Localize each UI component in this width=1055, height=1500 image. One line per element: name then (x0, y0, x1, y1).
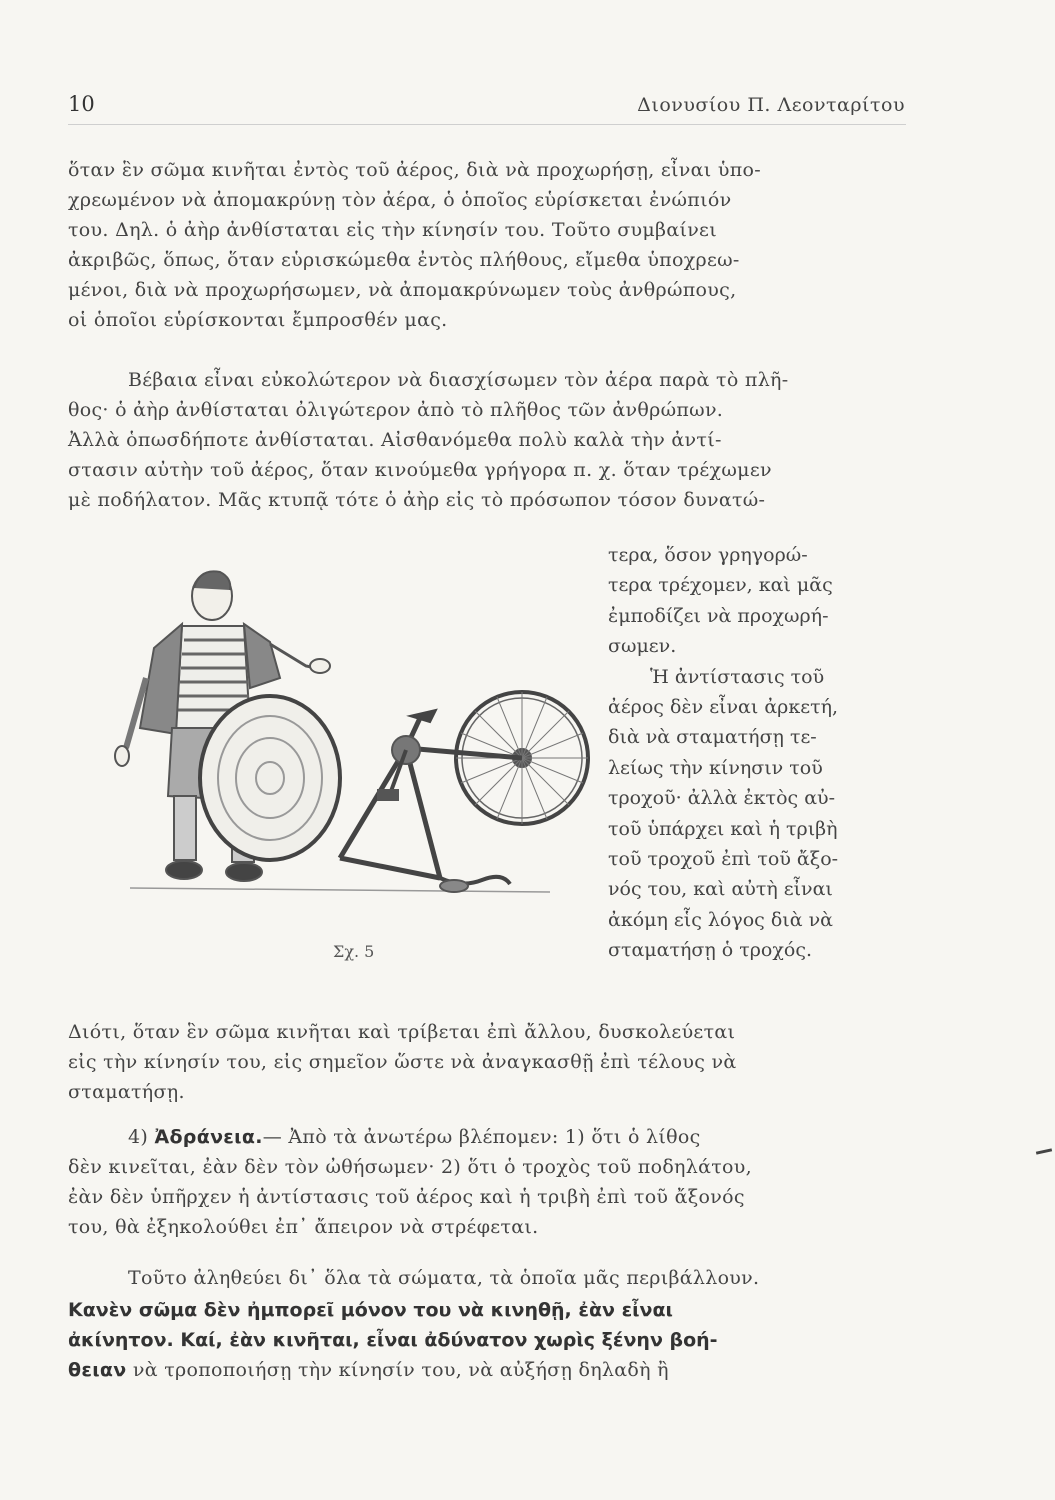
text-line: ἀκίνητον. Καί, ἐὰν κινῆται, εἶναι ἀδύνατον χωρὶς ξένην βοή- (68, 1329, 718, 1351)
text-line: στασιν αὐτὴν τοῦ ἀέρος, ὅταν κινούμεθα γρήγορα π. χ. ὅταν τρέχωμεν (68, 459, 772, 481)
text-line: ἀκόμη εἷς λόγος διὰ νὰ (608, 908, 833, 931)
text-line: Διότι, ὅταν ἓν σῶμα κινῆται καὶ τρίβεται ἐπὶ ἄλλου, δυσκολεύεται (68, 1021, 736, 1043)
text-line: του. Δηλ. ὁ ἀὴρ ἀνθίσταται εἰς τὴν κίνησίν του. Τοῦτο συμβαίνει (68, 219, 717, 241)
text-line: Κανὲν σῶμα δὲν ἠμπορεῖ μόνον του νὰ κινηθῇ, ἐὰν εἶναι (68, 1299, 673, 1321)
text-line: ἐὰν δὲν ὑπῆρχεν ἡ ἀντίστασις τοῦ ἀέρος καὶ ἡ τριβὴ ἐπὶ τοῦ ἄξονός (68, 1186, 745, 1208)
text-line: τερα, ὅσον γρηγορώ- (608, 544, 808, 566)
text-line: τοῦ ὑπάρχει καὶ ἡ τριβὴ (608, 817, 838, 840)
text-line: ἐμποδίζει νὰ προχωρή- (608, 604, 829, 627)
bold-word: θειαν (68, 1359, 127, 1381)
paragraph-3 (68, 1017, 906, 1107)
bicycle-illustration (110, 558, 590, 918)
text-span: νὰ τροποποιήσῃ τὴν κίνησίν του, νὰ αὐξήσῃ δηλαδὴ ἢ (126, 1359, 669, 1381)
text-line: μένοι, διὰ νὰ προχωρήσωμεν, νὰ ἀπομακρύνωμεν τοὺς ἀνθρώπους, (68, 279, 737, 301)
text-line: ὅταν ἓν σῶμα κινῆται ἐντὸς τοῦ ἀέρος, διὰ νὰ προχωρήσῃ, εἶναι ὑπο- (68, 159, 761, 181)
section-heading-line (68, 1122, 906, 1152)
text-line: οἱ ὁποῖοι εὑρίσκονται ἔμπροσθέν μας. (68, 309, 448, 331)
page-number: 10 (68, 92, 95, 116)
margin-mark (1036, 1148, 1052, 1154)
bold-statement (68, 1295, 906, 1355)
header-rule (68, 124, 906, 125)
text-line: του, θὰ ἐξηκολούθει ἐπ᾿ ἄπειρον νὰ στρέφεται. (68, 1216, 539, 1238)
figure-boy-bicycle (110, 558, 590, 918)
text-line: λείως τὴν κίνησιν τοῦ (608, 756, 823, 779)
text-line: Τοῦτο ἀληθεύει δι᾿ ὅλα τὰ σώματα, τὰ ὁποῖα μᾶς περιβάλλουν. (128, 1267, 760, 1289)
running-head: Διονυσίου Π. Λεονταρίτου (637, 94, 905, 116)
text-line: τερα τρέχομεν, καὶ μᾶς (608, 574, 833, 597)
side-column-text (608, 540, 908, 965)
text-line: σταματήσῃ ὁ τροχός. (608, 939, 813, 962)
text-line: Ἡ ἀντίστασις τοῦ (650, 665, 825, 688)
text-line (68, 1355, 906, 1385)
section-4 (68, 1122, 906, 1242)
text-line: μὲ ποδήλατον. Μᾶς κτυπᾷ τότε ὁ ἀὴρ εἰς τὸ πρόσωπον τόσον δυνατώ- (68, 489, 766, 511)
paragraph-1 (68, 155, 906, 335)
text-line: ἀέρος δὲν εἶναι ἀρκετή, (608, 695, 839, 718)
text-line: Βέβαια εἶναι εὐκολώτερον νὰ διασχίσωμεν τὸν ἀέρα παρὰ τὸ πλῆ- (128, 369, 789, 391)
text-line: σταματήσῃ. (68, 1081, 185, 1103)
section-first-line: — Ἀπὸ τὰ ἀνωτέρω βλέπομεν: 1) ὅτι ὁ λίθος (262, 1126, 701, 1148)
section-heading: Ἀδράνεια. (154, 1126, 263, 1148)
text-line: δὲν κινεῖται, ἐὰν δὲν τὸν ὠθήσωμεν· 2) ὅτι ὁ τροχὸς τοῦ ποδηλάτου, (68, 1156, 752, 1178)
paragraph-2 (68, 365, 906, 515)
figure-caption: Σχ. 5 (333, 942, 375, 961)
paragraph-5 (68, 1263, 906, 1293)
section-number: 4) (128, 1126, 149, 1148)
text-line: ἀκριβῶς, ὅπως, ὅταν εὑρισκώμεθα ἐντὸς πλήθους, εἴμεθα ὑποχρεω- (68, 249, 740, 271)
text-line: τοῦ τροχοῦ ἐπὶ τοῦ ἄξο- (608, 847, 839, 870)
text-line: σωμεν. (608, 635, 677, 658)
text-line: χρεωμένον νὰ ἀπομακρύνῃ τὸν ἀέρα, ὁ ὁποῖος εὑρίσκεται ἐνώπιόν (68, 189, 732, 211)
text-line: εἰς τὴν κίνησίν του, εἰς σημεῖον ὥστε νὰ ἀναγκασθῇ ἐπὶ τέλους νὰ (68, 1051, 737, 1073)
text-line: Ἀλλὰ ὁπωσδήποτε ἀνθίσταται. Αἰσθανόμεθα πολὺ καλὰ τὴν ἀντί- (68, 429, 722, 451)
text-line: νός του, καὶ αὐτὴ εἶναι (608, 878, 833, 901)
text-line: τροχοῦ· ἀλλὰ ἐκτὸς αὐ- (608, 787, 835, 810)
paragraph-5-last (68, 1355, 906, 1385)
text-line: διὰ νὰ σταματήσῃ τε- (608, 726, 817, 749)
text-line: θος· ὁ ἀὴρ ἀνθίσταται ὀλιγώτερον ἀπὸ τὸ πλῆθος τῶν ἀνθρώπων. (68, 399, 724, 421)
